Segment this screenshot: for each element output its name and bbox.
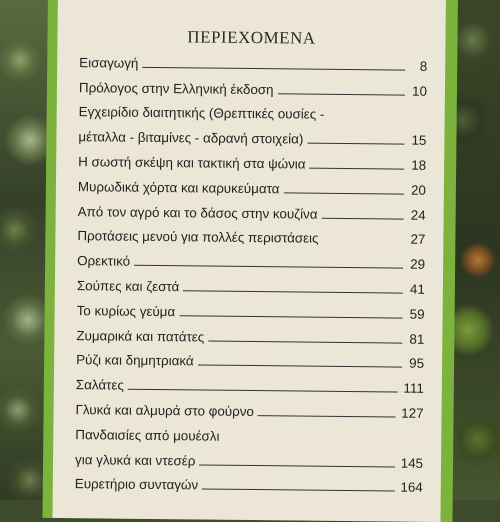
toc-entry-page: 95 [409,356,425,372]
toc-entry-label: Το κυρίως γεύμα [76,302,176,319]
toc-entry [79,71,427,99]
toc-entry [77,269,425,297]
toc-entry [78,195,426,223]
dot-leader [307,142,404,145]
dot-leader [309,167,404,170]
table-of-contents [75,46,428,496]
toc-entry-page: 20 [410,182,426,198]
dot-leader [198,364,402,368]
toc-entry-label: Ρύζι και δημητριακά [76,352,194,369]
dot-leader [183,289,403,293]
toc-entry [75,468,423,496]
toc-entry-label: Από τον αγρό και το δάσος στην κουζίνα [77,203,318,222]
toc-entry-label: Γλυκά και αλμυρά στο φούρνο [75,402,255,419]
dot-leader [142,66,405,71]
toc-entry [78,170,426,198]
toc-entry-page: 81 [409,331,425,347]
dot-leader [179,314,402,318]
toc-entry-page: 164 [400,479,423,496]
toc-entry-page: 41 [409,281,425,297]
dot-leader [321,216,403,219]
toc-entry-label: Σαλάτες [75,377,124,393]
toc-entry-page: 29 [410,256,426,272]
toc-entry-label: Εισαγωγή [79,54,139,71]
toc-entry-label: Ζυμαρικά και πατάτες [76,327,205,345]
toc-entry-label: Προτάσεις μενού για πολλές περιστάσεις [77,228,319,247]
toc-entry [77,245,425,273]
toc-entry [76,393,424,421]
toc-entry-label: για γλυκά και ντεσέρ [74,451,196,468]
toc-entry [76,319,424,347]
toc-entry [76,369,424,397]
toc-entry-page: 27 [410,232,426,248]
toc-entry-label: Ορεκτικό [77,253,131,269]
dot-leader [283,191,403,194]
toc-entry-page: 127 [401,405,424,421]
contents-title: ΠΕΡΙΕΧΟΜΕΝΑ [187,27,316,48]
toc-entry [75,443,423,471]
dot-leader [258,414,395,417]
toc-entry-page: 15 [411,132,427,149]
toc-entry-label: Πρόλογος στην Ελληνική έκδοση [78,79,274,97]
toc-entry [78,145,426,173]
toc-entry-label: Η σωστή σκέψη και τακτική στα ψώνια [78,154,306,172]
dot-leader [277,92,404,95]
dot-leader [134,264,403,269]
toc-entry [79,96,427,124]
toc-entry-page: 18 [411,157,427,173]
toc-entry [75,418,423,446]
dot-leader [202,488,394,492]
toc-entry-page: 111 [403,380,424,396]
toc-entry [76,344,424,372]
dot-leader [208,339,402,343]
toc-entry [77,220,425,248]
toc-entry-label: μέταλλα - βιταμίνες - αδρανή στοιχεία) [78,129,304,147]
dot-leader [199,463,394,467]
page-content [52,0,446,522]
toc-entry-page: 8 [419,58,428,74]
toc-entry-page: 59 [409,306,425,322]
toc-entry-label: Μυρωδικά χόρτα και καρυκεύματα [77,178,280,197]
toc-entry-page: 145 [400,455,424,471]
book-page [42,0,458,522]
toc-entry [77,294,425,322]
toc-entry-label: Πανδαισίες από μουέσλι [75,426,220,444]
toc-entry-label: Ευρετήριο συνταγών [74,476,199,493]
toc-entry-label: Εγχειρίδιο διαιτητικής (Θρεπτικές ουσίες - [78,104,325,123]
dot-leader [128,388,398,393]
toc-entry-label: Σούπες και ζεστά [76,278,180,295]
toc-entry [79,46,427,74]
toc-entry-page: 10 [411,83,428,99]
toc-entry [78,121,426,149]
toc-entry-page: 24 [410,207,426,223]
